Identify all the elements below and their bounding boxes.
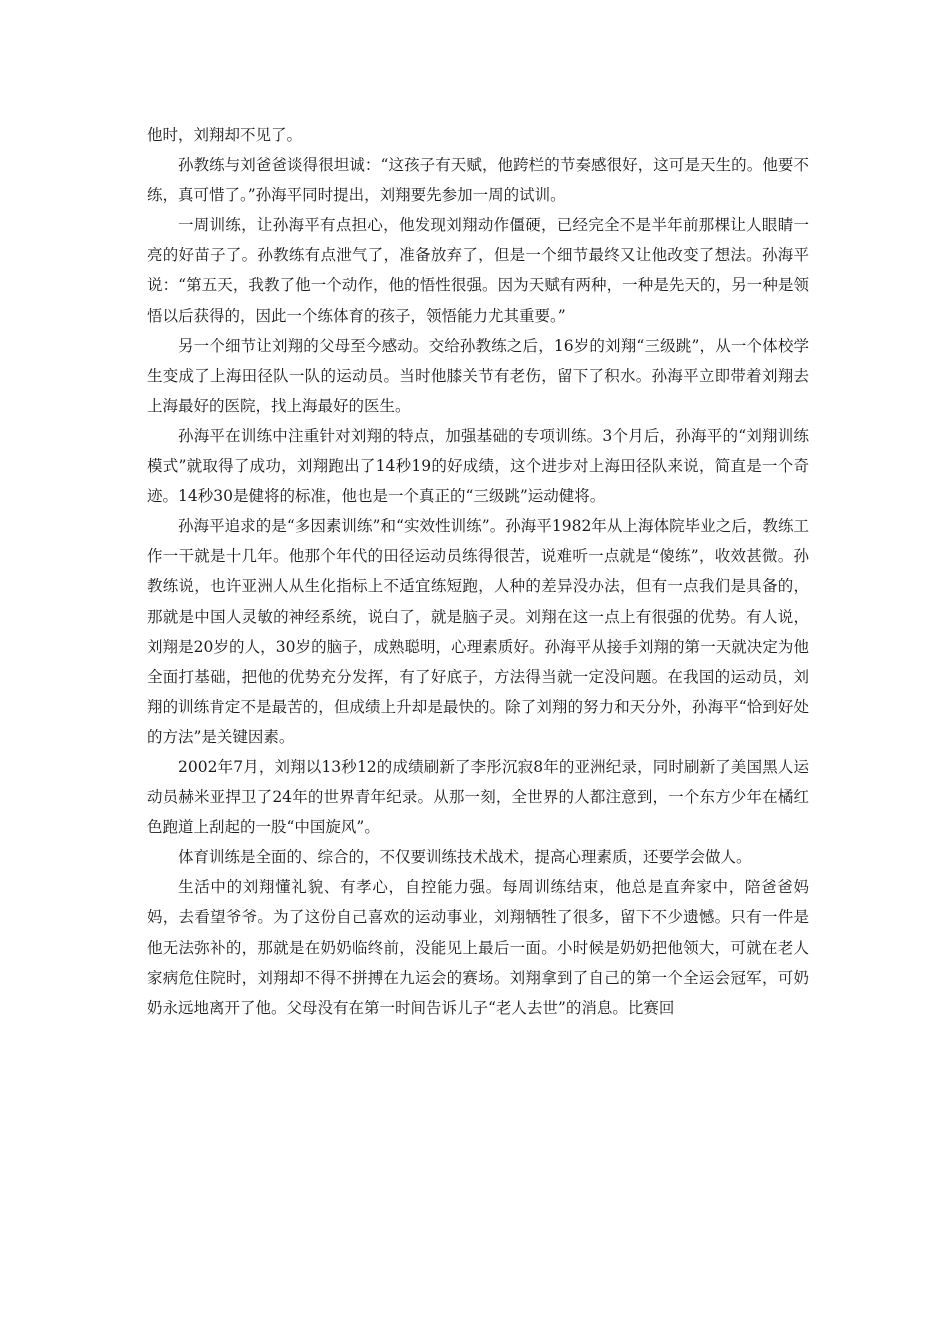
paragraph: 一周训练，让孙海平有点担心，他发现刘翔动作僵硬，已经完全不是半年前那棵让人眼睛一亮的好苗子了。孙教练有点泄气了，准备放弃了，但是一个细节最终又让他改变了想法。孙海平说：“第五天，我教了他一个动作，他的悟性很强。因为天赋有两种，一种是先天的，另一种是领悟以后获得的，因此一个练体育的孩子，领悟能力尤其重要。” [147, 216, 809, 325]
paragraph: 孙海平追求的是“多因素训练”和“实效性训练”。孙海平1982年从上海体院毕业之后，教练工作一干就是十几年。他那个年代的田径运动员练得很苦，说难听一点就是“傻练”，收效甚微。孙教练说，也许亚洲人从生化指标上不适宜练短跑，人种的差异没办法，但有一点我们是具备的，那就是中国人灵敏的神经系统，说白了，就是脑子灵。刘翔在这一点上有很强的优势。有人说，刘翔是20岁的人，30岁的脑子，成熟聪明，心理素质好。孙海平从接手刘翔的第一天就决定为他全面打基础，把他的优势充分发挥，有了好底子，方法得当就一定没问题。在我国的运动员，刘翔的训练肯定不是最苦的，但成绩上升却是最快的。除了刘翔的努力和天分外，孙海平“恰到好处的方法”是关键因素。 [147, 517, 809, 746]
article-body [147, 120, 809, 1023]
paragraph: 2002年7月，刘翔以13秒12的成绩刷新了李彤沉寂8年的亚洲纪录，同时刷新了美国黑人运动员赫米亚捍卫了24年的世界青年纪录。从那一刻，全世界的人都注意到，一个东方少年在橘红色跑道上刮起的一股“中国旋风”。 [147, 757, 809, 837]
paragraph: 孙海平在训练中注重针对刘翔的特点，加强基础的专项训练。3个月后，孙海平的“刘翔训练模式”就取得了成功，刘翔跑出了14秒19的好成绩，这个进步对上海田径队来说，简直是一个奇迹。14秒30是健将的标准，他也是一个真正的“三级跳”运动健将。 [147, 426, 809, 506]
paragraph: 体育训练是全面的、综合的，不仅要训练技术战术，提高心理素质，还要学会做人。 [178, 848, 752, 867]
paragraph-continued: 他时，刘翔却不见了。 [147, 126, 303, 144]
paragraph: 孙教练与刘爸爸谈得很坦诚：“这孩子有天赋，他跨栏的节奏感很好，这可是天生的。他要不练，真可惜了。”孙海平同时提出，刘翔要先参加一周的试训。 [147, 156, 809, 205]
paragraph: 生活中的刘翔懂礼貌、有孝心，自控能力强。每周训练结束，他总是直奔家中，陪爸爸妈妈，去看望爷爷。为了这份自己喜欢的运动事业，刘翔牺牲了很多，留下不少遗憾。只有一件是他无法弥补的，那就是在奶奶临终前，没能见上最后一面。小时候是奶奶把他领大，可就在老人家病危住院时，刘翔却不得不拼搏在九运会的赛场。刘翔拿到了自己的第一个全运会冠军，可奶奶永远地离开了他。父母没有在第一时间告诉儿子“老人去世”的消息。比赛回 [147, 878, 809, 1017]
paragraph: 另一个细节让刘翔的父母至今感动。交给孙教练之后，16岁的刘翔“三级跳”，从一个体校学生变成了上海田径队一队的运动员。当时他膝关节有老伤，留下了积水。孙海平立即带着刘翔去上海最好的医院，找上海最好的医生。 [147, 336, 809, 415]
